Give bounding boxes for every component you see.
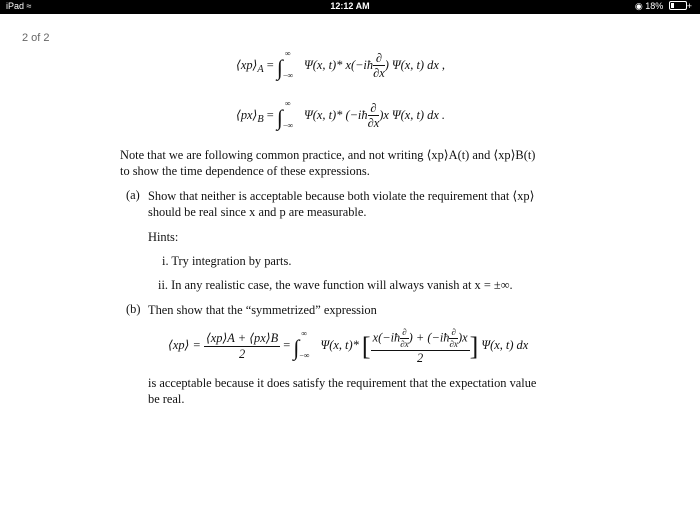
device-name: iPad bbox=[6, 1, 25, 11]
equation-xp-a: $⟨xp⟩_A$ = ∫ ∞ −∞ Ψ(x, t)* x(−iħ $\frac{\partial}{\partial x}$ ) Ψ(x, t) dx , bbox=[236, 48, 446, 81]
integral-sign: ∫ bbox=[293, 335, 300, 361]
eq3-equals: = bbox=[283, 338, 291, 353]
eq3-tail: Ψ(x, t) dx bbox=[481, 338, 529, 353]
document-page bbox=[0, 14, 700, 525]
battery-icon bbox=[669, 1, 687, 10]
equation-px-b: $⟨px⟩_B$ = ∫ ∞ −∞ Ψ(x, t)* (−iħ $\frac{\partial}{\partial x}$ )x Ψ(x, t) dx . bbox=[236, 98, 446, 131]
integral-sign: ∫ bbox=[276, 104, 283, 130]
integral-limits bbox=[282, 48, 301, 80]
battery-percent: 18% bbox=[645, 1, 664, 11]
part-a-line-2: should be real since x and p are measurable. bbox=[148, 205, 367, 219]
part-b-label: (b) bbox=[126, 302, 141, 316]
eq2-body: Ψ(x, t)* (−iħ bbox=[304, 107, 368, 122]
eq3-psi-star: Ψ(x, t)* bbox=[320, 338, 359, 353]
integral-limits: ∞ −∞ bbox=[299, 329, 310, 361]
lower-limit: −∞ bbox=[282, 70, 294, 80]
note-line-1: Note that we are following common practice, and not writing ⟨xp⟩A(t) and ⟨xp⟩B(t) bbox=[120, 148, 536, 162]
hints-label: Hints: bbox=[148, 230, 179, 244]
eq3-average-fraction: $\frac{⟨xp⟩A + ⟨px⟩B}{2}$ bbox=[205, 331, 279, 361]
hint-ii: ii. In any realistic case, the wave function will always vanish at x = ±∞. bbox=[158, 278, 513, 292]
eq1-lhs-sub: A bbox=[257, 64, 264, 76]
note-line-2: to show the time dependence of these expressions. bbox=[120, 164, 370, 178]
status-right bbox=[635, 1, 692, 12]
eq1-body: Ψ(x, t)* x(−iħ bbox=[304, 57, 374, 72]
page-indicator: 2 of 2 bbox=[22, 32, 50, 44]
upper-limit: ∞ bbox=[284, 48, 291, 58]
right-bracket: ] bbox=[469, 332, 479, 362]
integral-sign: ∫ bbox=[276, 54, 283, 80]
clock: 12:12 AM bbox=[330, 1, 370, 11]
eq1-lhs: ⟨xp⟩ bbox=[236, 57, 258, 72]
part-a-label: (a) bbox=[126, 188, 140, 202]
conclusion-line-1: is acceptable because it does satisfy the requirement that the expectation value bbox=[148, 376, 537, 390]
eq2-lhs-sub: B bbox=[257, 114, 264, 126]
eq3-lhs: ⟨xp⟩ = bbox=[168, 338, 201, 353]
eq2-tail: )x Ψ(x, t) dx . bbox=[379, 107, 446, 122]
eq2-lhs: ⟨px⟩ bbox=[236, 107, 258, 122]
left-bracket: [ bbox=[361, 332, 371, 362]
conclusion-line-2: be real. bbox=[148, 392, 185, 406]
hint-i: i. Try integration by parts. bbox=[162, 254, 292, 268]
wifi-icon: ≈ bbox=[26, 1, 32, 11]
part-a-line-1: Show that neither is acceptable because both violate the requirement that ⟨xp⟩ bbox=[148, 189, 535, 203]
battery-fill bbox=[671, 3, 674, 8]
lock-rotation-icon: ◉ bbox=[634, 1, 643, 11]
eq3-operator-fraction: x(−iħ $\frac{\partial}{\partial x}$ ) + (−iħ $\frac{\partial}{\partial x}$ )x 2 bbox=[372, 327, 468, 365]
pdf-viewer[interactable] bbox=[0, 14, 700, 525]
equation-symmetrized bbox=[168, 328, 528, 364]
eq2-derivative: $\frac{\partial}{\partial x}$ bbox=[367, 101, 380, 131]
eq1-derivative: $\frac{\partial}{\partial x}$ bbox=[373, 51, 385, 81]
eq1-tail: ) Ψ(x, t) dx , bbox=[384, 57, 446, 72]
part-b-line: Then show that the “symmetrized” expression bbox=[148, 303, 377, 317]
integral-limits: ∞ −∞ bbox=[282, 98, 294, 130]
status-bar bbox=[0, 0, 700, 14]
charging-icon: + bbox=[686, 1, 692, 11]
